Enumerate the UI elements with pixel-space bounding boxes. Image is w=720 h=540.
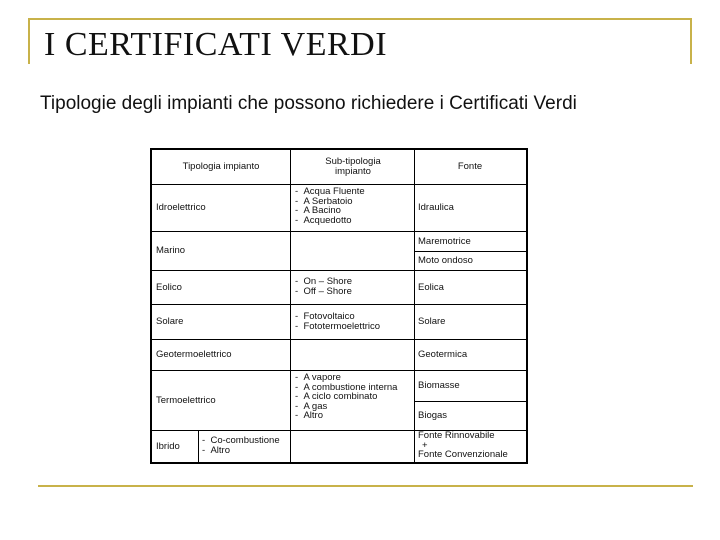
cell-tipologia-ibrido: Ibrido [156,440,180,452]
plant-types-table [150,148,528,464]
list-item: - A gas [295,402,397,412]
cell-tipologia-solare: Solare [156,316,184,327]
cell-fonte-idroelettrico: Idraulica [418,202,454,213]
cell-fonte-termo-1: Biomasse [418,380,460,391]
list-item: - Off – Shore [295,287,352,297]
list-item: - On – Shore [295,277,352,287]
frame-right-line [690,18,692,64]
col-divider-1 [290,150,291,462]
list-item: - Acquedotto [295,216,365,226]
list-item: - Altro [295,411,397,421]
cell-tipologia-marino: Marino [156,245,186,256]
cell-tipologia-idroelettrico: Idroelettrico [156,202,206,213]
list-item: - A vapore [295,373,397,383]
cell-fonte-ibrido [418,431,508,460]
list-sub-termoelettrico [295,373,397,421]
cell-fonte-solare: Solare [418,316,446,327]
list-item: - A ciclo combinato [295,392,397,402]
cell-fonte-geotermoelettrico: Geotermica [418,349,468,360]
list-item: - Fotovoltaico [295,312,380,322]
list-sub-eolico [295,277,352,296]
list-item: - Altro [202,446,280,456]
list-item: - A Bacino [295,206,365,216]
ibrido-inner-divider [198,430,199,462]
frame-bottom-line [38,485,693,487]
cell-tipologia-termoelettrico: Termoelettrico [156,394,216,406]
list-item: - A Serbatoio [295,197,365,207]
list-item: - Co-combustione [202,436,280,446]
cell-fonte-marino-1: Maremotrice [418,235,471,247]
cell-fonte-termo-2: Biogas [418,410,448,421]
fonte-ibrido-line: Fonte Rinnovabile [418,430,495,441]
list-sub-idroelettrico [295,187,365,225]
col-divider-2 [414,150,415,462]
page-subtitle: Tipologie degli impianti che possono richiedere i Certificati Verdi [40,93,577,114]
frame-top-line [28,18,690,20]
cell-fonte-marino-2: Moto ondoso [418,255,473,266]
fonte-ibrido-plus: + [422,439,428,451]
cell-tipologia-geotermoelettrico: Geotermoelettrico [156,349,232,360]
header-fonte: Fonte [457,161,483,172]
list-item: - Acqua Fluente [295,187,365,197]
cell-tipologia-eolico: Eolico [156,281,182,293]
list-item: - A combustione interna [295,383,397,393]
header-tipologia: Tipologia impianto [182,161,260,172]
header-sub-tipologia: Sub-tipologia impianto [325,156,381,177]
fonte-ibrido-line: Fonte Convenzionale [418,449,508,460]
frame-left-line [28,18,30,64]
list-sub-ibrido [202,436,280,455]
list-sub-solare [295,312,380,331]
page-title: I CERTIFICATI VERDI [44,26,388,63]
list-item: - Fototermoelettrico [295,322,380,332]
cell-fonte-eolico: Eolica [418,281,444,293]
